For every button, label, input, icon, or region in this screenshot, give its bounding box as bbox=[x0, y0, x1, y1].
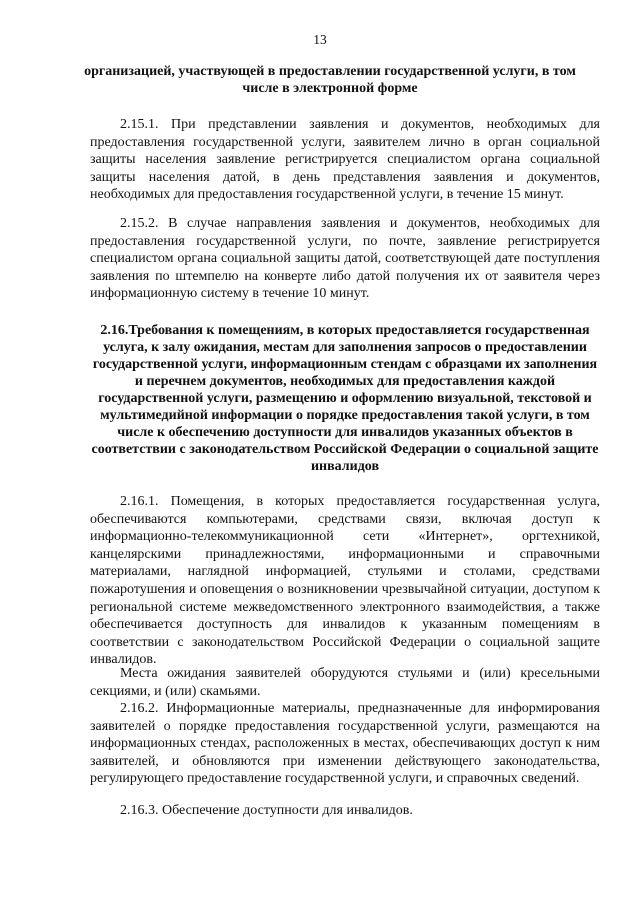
paragraph-2-16-2: 2.16.2. Информационные материалы, предназначенные для информирования заявителей о порядке предоставления государственной услуги, размещаются на информационных стендах, расположенных в местах, обеспечивающих доступ к ним заявителей, и обновляются при изменении действующего законодательства, регулирующего предоставление государственной услуги, и справочных сведений. bbox=[90, 701, 600, 787]
paragraph-2-16-3: 2.16.3. Обеспечение доступности для инвалидов. bbox=[120, 803, 413, 818]
paragraph-2-16-1: 2.16.1. Помещения, в которых предоставляется государственная услуга, обеспечиваются компьютерами, средствами связи, включая доступ к информационно-телекоммуникационной сети «Интернет», оргтехникой, канцелярскими принадлежностями, информационными и справочными материалами, наглядной информацией, стульями и столами, средствами пожаротушения и оповещения о возникновении чрезвычайной ситуации, доступом к региональной системе межведомственного электронного взаимодействия, а также обеспечивается доступность для инвалидов к указанным помещениям в соответствии с законодательством Российской Федерации о социальной защите инвалидов. bbox=[90, 494, 600, 668]
section-heading-continuation: организацией, участвующей в предоставлении государственной услуги, в том числе в электронной форме bbox=[84, 64, 576, 96]
paragraph-2-15-2: 2.15.2. В случае направления заявления и документов, необходимых для предоставления государственной услуги, по почте, заявление регистрируется специалистом органа социальной защиты датой, соответствующей дате поступления заявления по штемпелю на конверте либо датой получения их от заявителя через информационную систему в течение 10 минут. bbox=[90, 216, 600, 302]
page-number: 13 bbox=[313, 32, 327, 47]
paragraph-2-15-1: 2.15.1. При представлении заявления и документов, необходимых для предоставления государственной услуги, заявителем лично в орган социальной защиты населения заявление регистрируется специалистом органа социальной защиты населения датой, в день представления заявления и документов, необходимых для предоставления государственной услуги, в течение 15 минут. bbox=[90, 117, 600, 203]
paragraph-waiting-places: Места ожидания заявителей оборудуются стульями и (или) кресельными секциями, и (или) скамьями. bbox=[90, 666, 600, 699]
section-heading-2-16: 2.16.Требования к помещениям, в которых предоставляется государственная услуга, к залу ожидания, местам для заполнения запросов о предоставлении государственной услуги, информационным стендам с образцами их заполнения и перечнем документов, необходимых для предоставления каждой государственной услуги, размещению и оформлению визуальной, текстовой и мультимедийной информации о порядке предоставления такой услуги, в том числе к обеспечению доступности для инвалидов указанных объектов в соответствии с законодательством Российской Федерации о социальной защите инвалидов bbox=[91, 323, 599, 474]
